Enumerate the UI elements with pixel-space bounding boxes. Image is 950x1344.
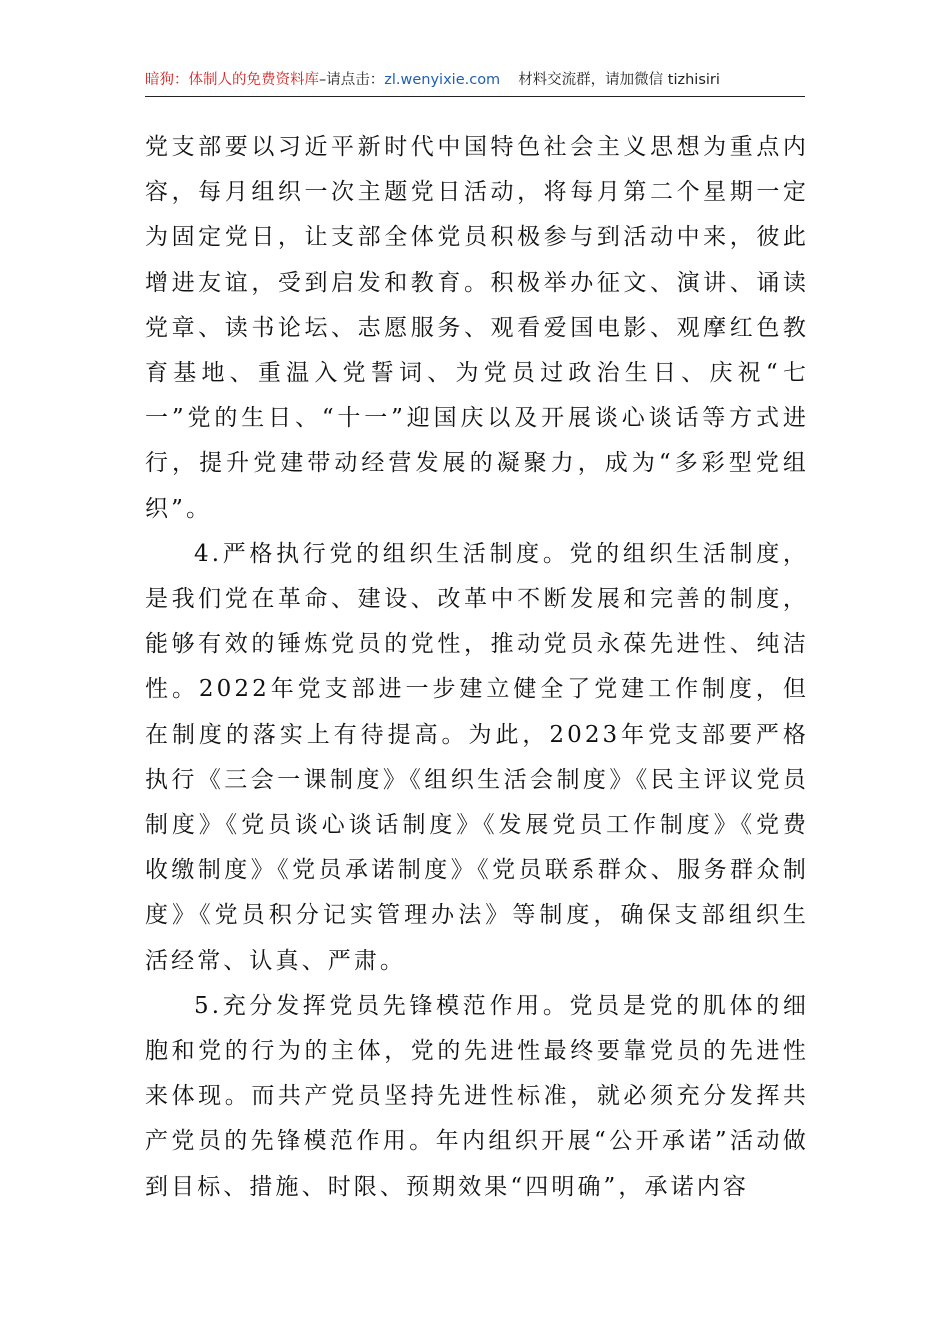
header-wechat-note: 材料交流群，请加微信 tizhisiri [518,72,720,88]
paragraph-item-4: 4.严格执行党的组织生活制度。党的组织生活制度，是我们党在革命、建设、改革中不断发展和完善的制度，能够有效的锤炼党员的党性，推动党员永葆先进性、纯洁性。2022年党支部进一步建立健全了党建工作制度，但在制度的落实上有待提高。为此，2023年党支部要严格执行《三会一课制度》《组织生活会制度》《民主评议党员制度》《党员谈心谈话制度》《发展党员工作制度》《党费收缴制度》《党员承诺制度》《党员联系群众、服务群众制度》《党员积分记实管理办法》等制度，确保支部组织生活经常、认真、严肃。 [145,540,809,974]
header-brand: 暗狗：体制人的免费资料库 [145,72,319,88]
page-header [145,68,805,97]
paragraph-item-5: 5.充分发挥党员先锋模范作用。党员是党的肌体的细胞和党的行为的主体，党的先进性最终要靠党员的先进性来体现。而共产党员坚持先进性标准，就必须充分发挥共产党员的先锋模范作用。年内组织开展“公开承诺”活动做到目标、措施、时限、预期效果“四明确”，承诺内容 [145,992,809,1200]
header-url-link[interactable]: zl.wenyixie.com [384,72,501,88]
document-body [145,125,809,1210]
paragraph-continuation: 党支部要以习近平新时代中国特色社会主义思想为重点内容，每月组织一次主题党日活动，将每月第二个星期一定为固定党日，让支部全体党员积极参与到活动中来，彼此增进友谊，受到启发和教育。积极举办征文、演讲、诵读党章、读书论坛、志愿服务、观看爱国电影、观摩红色教育基地、重温入党誓词、为党员过政治生日、庆祝“七一”党的生日、“十一”迎国庆以及开展谈心谈话等方式进行，提升党建带动经营发展的凝聚力，成为“多彩型党组织”。 [145,134,809,522]
header-click-prompt: –请点击： [319,72,385,88]
